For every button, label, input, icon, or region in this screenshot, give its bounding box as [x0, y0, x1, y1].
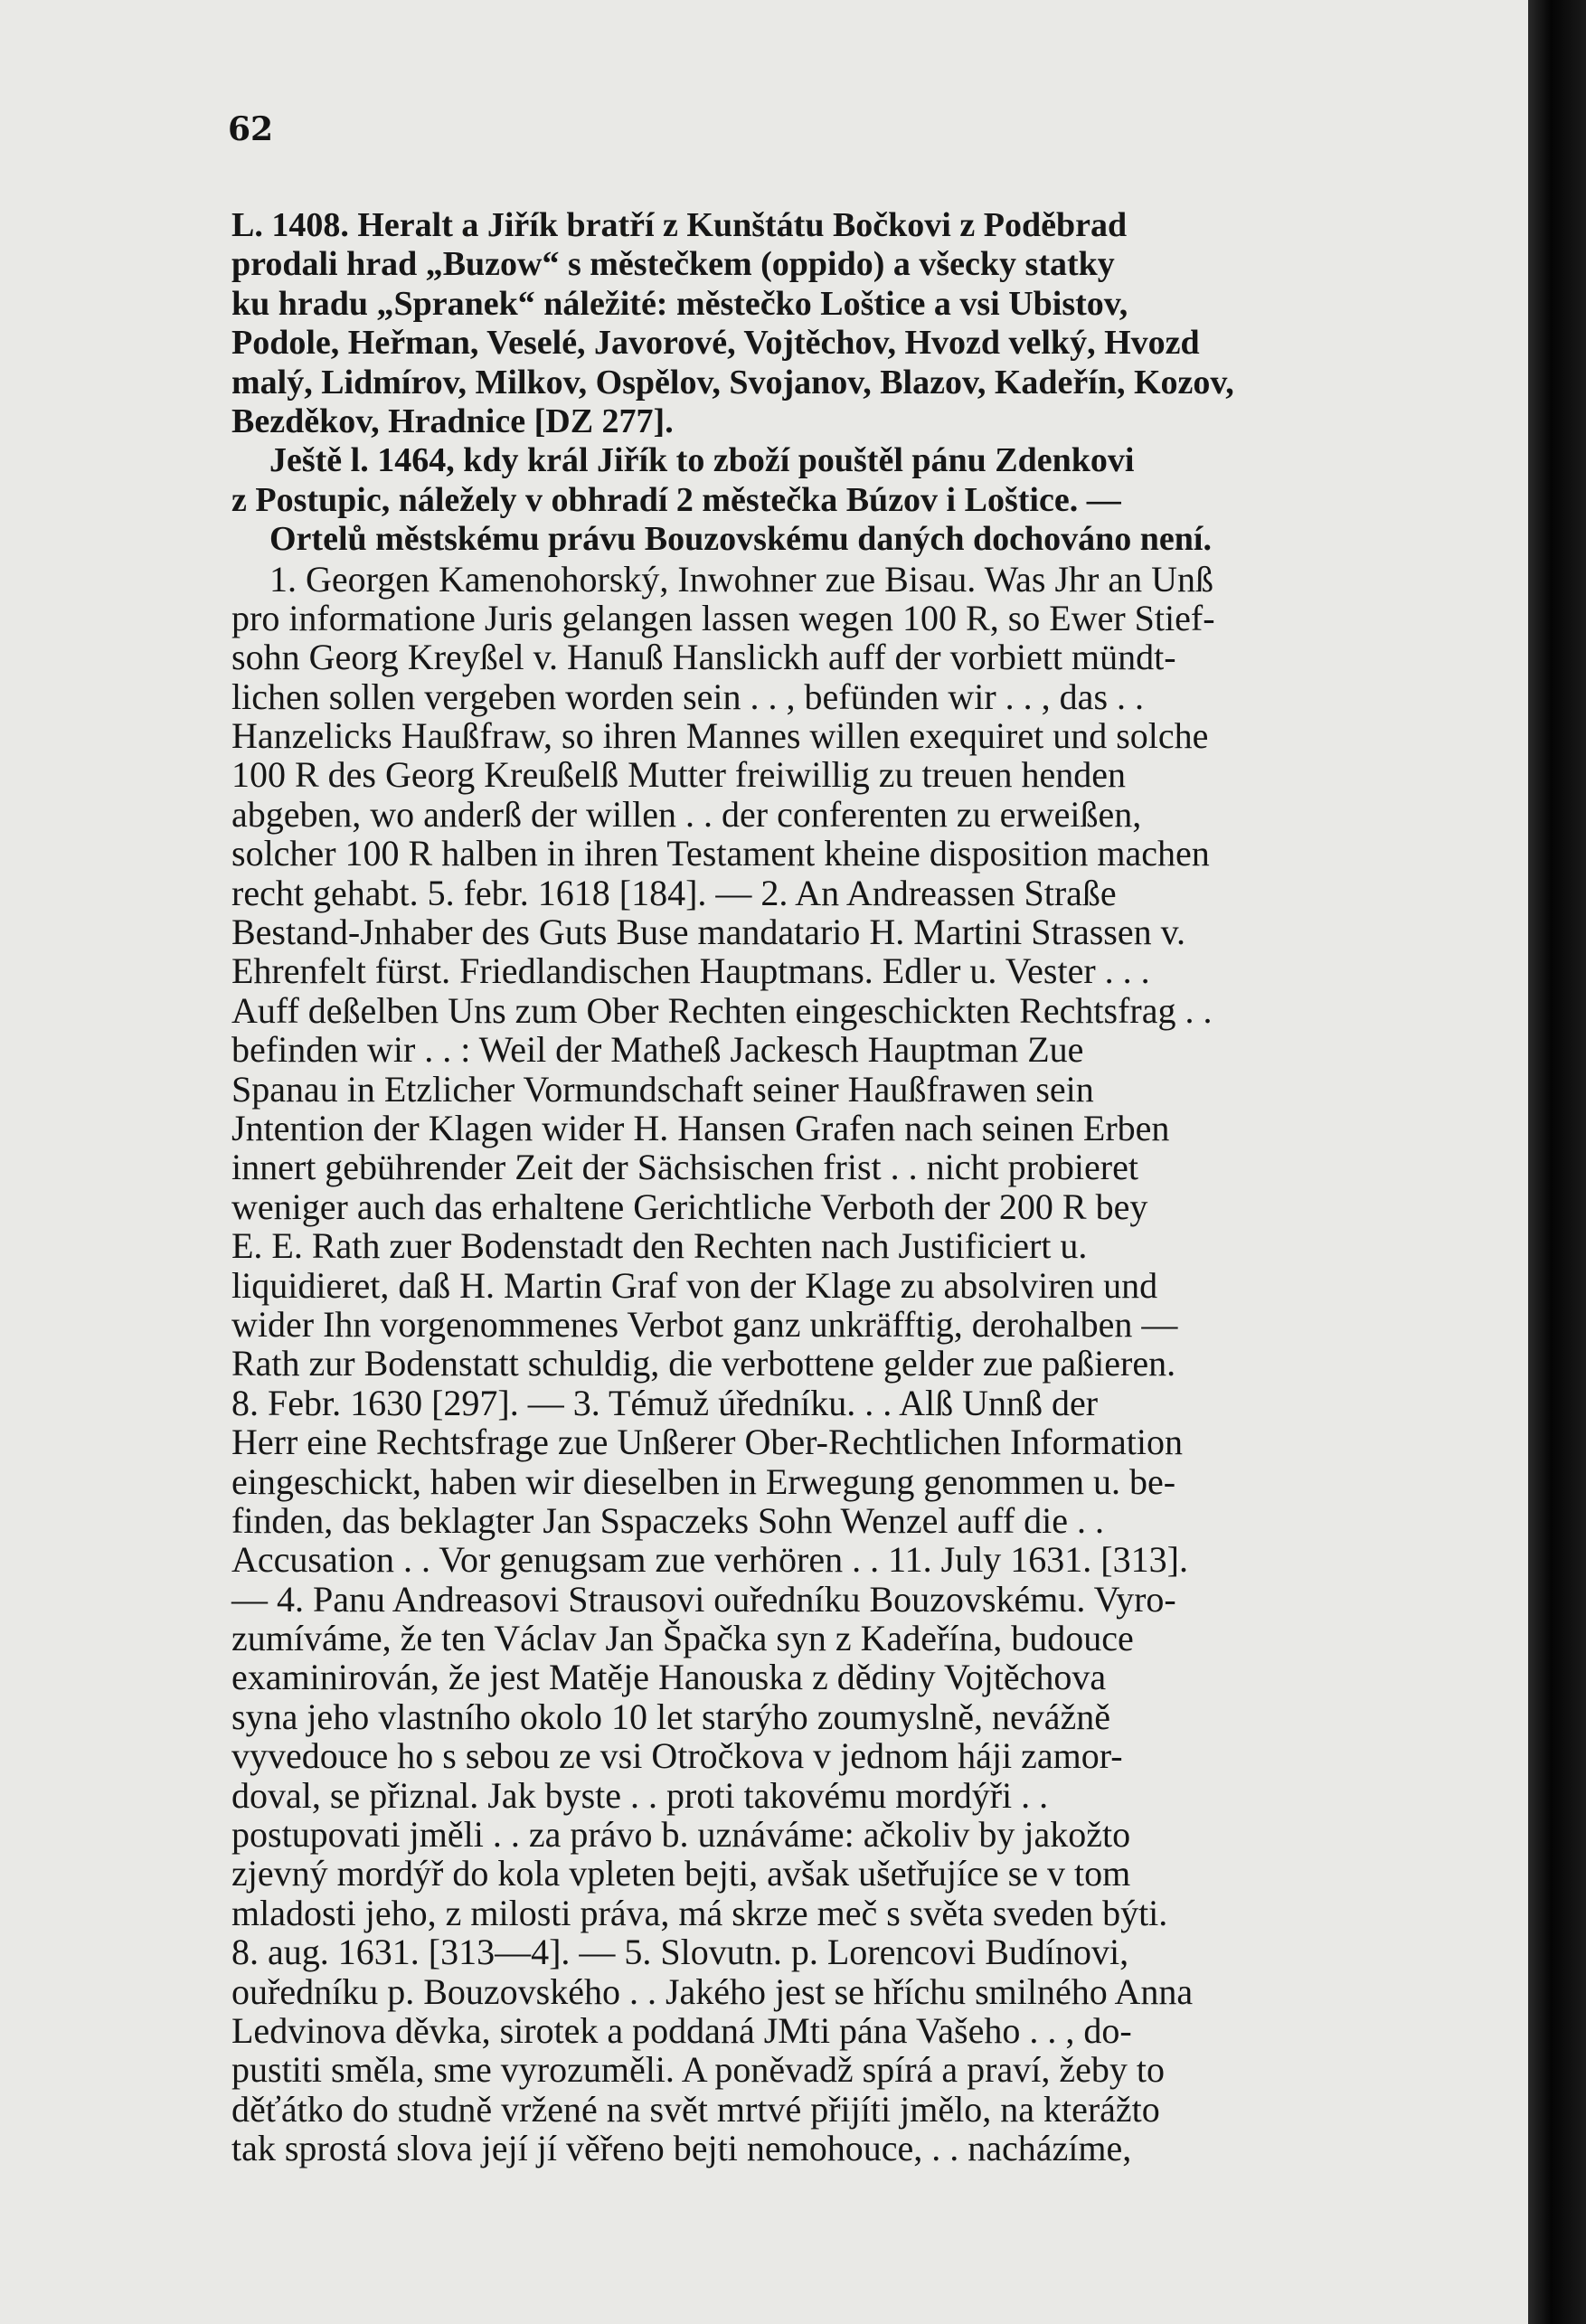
text-line: postupovati jměli . . za právo b. uznáváme: ačkoliv by jakožto — [231, 1814, 1131, 1856]
text-line: sohn Georg Kreyßel v. Hanuß Hanslickh auff der vorbiett mündt- — [231, 637, 1176, 678]
text-line: solcher 100 R halben in ihren Testament kheine disposition machen — [231, 833, 1210, 874]
text-line: Ledvinova děvka, sirotek a poddaná JMti pána Vašeho . . , do- — [231, 2009, 1132, 2051]
text-line: Jntention der Klagen wider H. Hansen Grafen nach seinen Erben — [231, 1107, 1170, 1148]
book-spine-shadow — [1528, 0, 1586, 2324]
text-line: — 4. Panu Andreasovi Strausovi ouředníku Bouzovskému. Vyro- — [231, 1578, 1176, 1620]
text-line: Spanau in Etzlicher Vormundschaft seiner Haußfrawen sein — [231, 1068, 1094, 1110]
text-line: weniger auch das erhaltene Gerichtliche Verboth der 200 R bey — [231, 1186, 1148, 1227]
text-line: malý, Lidmírov, Milkov, Ospělov, Svojanov, Blazov, Kadeřín, Kozov, — [231, 363, 1234, 402]
text-line: eingeschickt, haben wir dieselben in Erwegung genommen u. be- — [231, 1460, 1176, 1502]
text-line: abgeben, wo anderß der willen . . der conferenten zu erweißen, — [231, 793, 1142, 835]
text-line: Auff deßelben Uns zum Ober Rechten eingeschickten Rechtsfrag . . — [231, 989, 1213, 1031]
text-line: ouředníku p. Bouzovského . . Jakého jest se hříchu smilného Anna — [231, 1970, 1194, 2012]
page-number: 62 — [228, 110, 274, 148]
text-line: Hanzelicks Haußfraw, so ihren Mannes willen exequiret und solche — [231, 715, 1209, 757]
text-line: mladosti jeho, z milosti práva, má skrze meč s světa sveden býti. — [231, 1892, 1168, 1933]
text-line: Bestand-Jnhaber des Guts Buse mandatario H. Martini Strassen v. — [231, 912, 1185, 953]
text-line: tak sprostá slova její jí věřeno bejti nemohouce, . . nacházíme, — [231, 2128, 1132, 2169]
text-line: Podole, Heřman, Veselé, Javorové, Vojtěchov, Hvozd velký, Hvozd — [231, 324, 1200, 363]
text-line: pustiti směla, sme vyrozuměli. A poněvadž spírá a praví, žeby to — [231, 2049, 1165, 2091]
text-line: prodali hrad „Buzow“ s městečkem (oppido) a všecky statky — [231, 245, 1115, 284]
text-line: L. 1408. Heralt a Jiřík bratří z Kunštátu Bočkovi z Poděbrad — [231, 206, 1128, 244]
text-line: Ortelů městskému právu Bouzovskému daných dochováno není. — [269, 520, 1212, 559]
text-line: děťátko do studně vržené na svět mrtvé přijíti jmělo, na kterážto — [231, 2088, 1160, 2130]
text-line: doval, se přiznal. Jak byste . . proti takovému mordýři . . — [231, 1774, 1049, 1816]
text-line: wider Ihn vorgenommenes Verbot ganz unkräfftig, derohalben — — [231, 1303, 1178, 1345]
text-line: Ehrenfelt fürst. Friedlandischen Hauptmans. Edler u. Vester . . . — [231, 950, 1150, 992]
text-line: lichen sollen vergeben worden sein . . , befünden wir . . , das . . — [231, 675, 1145, 717]
text-line: E. E. Rath zuer Bodenstadt den Rechten nach Justificiert u. — [231, 1225, 1088, 1267]
text-line: Herr eine Rechtsfrage zue Unßerer Ober-Rechtlichen Information — [231, 1422, 1184, 1463]
text-line: Ještě l. 1464, kdy král Jiřík to zboží pouštěl pánu Zdenkovi — [269, 441, 1135, 480]
text-line: ku hradu „Spranek“ náležité: městečko Loštice a vsi Ubistov, — [231, 284, 1128, 323]
body-text — [231, 206, 1389, 2168]
text-line: Accusation . . Vor genugsam zue verhören . . 11. July 1631. [313]. — [231, 1539, 1188, 1581]
text-line: syna jeho vlastního okolo 10 let starýho zoumyslně, nevážně — [231, 1696, 1111, 1737]
text-line: 100 R des Georg Kreußelß Mutter freiwillig zu treuen henden — [231, 754, 1126, 796]
text-line: z Postupic, náležely v obhradí 2 městečka Búzov i Loštice. — — [231, 480, 1121, 519]
text-line: Bezděkov, Hradnice [DZ 277]. — [231, 402, 674, 440]
text-line: examinirován, že jest Matěje Hanouska z dědiny Vojtěchova — [231, 1657, 1107, 1698]
text-line: befinden wir . . : Weil der Matheß Jackesch Hauptman Zue — [231, 1029, 1084, 1071]
text-line: zjevný mordýř do kola vpleten bejti, avšak ušetřujíce se v tom — [231, 1853, 1131, 1894]
text-line: pro informatione Juris gelangen lassen wegen 100 R, so Ewer Stief- — [231, 597, 1215, 638]
text-line: recht gehabt. 5. febr. 1618 [184]. — 2. An Andreassen Straße — [231, 872, 1117, 913]
text-line: 1. Georgen Kamenohorský, Inwohner zue Bisau. Was Jhr an Unß — [269, 558, 1213, 600]
text-line: liquidieret, daß H. Martin Graf von der Klage zu absolviren und — [231, 1264, 1158, 1306]
text-line: zumíváme, že ten Václav Jan Špačka syn z Kadeřína, budouce — [231, 1618, 1134, 1659]
text-line: 8. aug. 1631. [313—4]. — 5. Slovutn. p. Lorencovi Budínovi, — [231, 1932, 1129, 1973]
text-line: 8. Febr. 1630 [297]. — 3. Témuž úředníku. . . Alß Unnß der — [231, 1382, 1099, 1423]
text-line: finden, das beklagter Jan Sspaczeks Sohn Wenzel auff die . . — [231, 1499, 1105, 1541]
text-line: Rath zur Bodenstatt schuldig, die verbottene gelder zue paßieren. — [231, 1343, 1176, 1384]
text-line: vyvedouce ho s sebou ze vsi Otročkova v jednom háji zamor- — [231, 1735, 1123, 1777]
text-line: innert gebührender Zeit der Sächsischen frist . . nicht probieret — [231, 1147, 1138, 1188]
